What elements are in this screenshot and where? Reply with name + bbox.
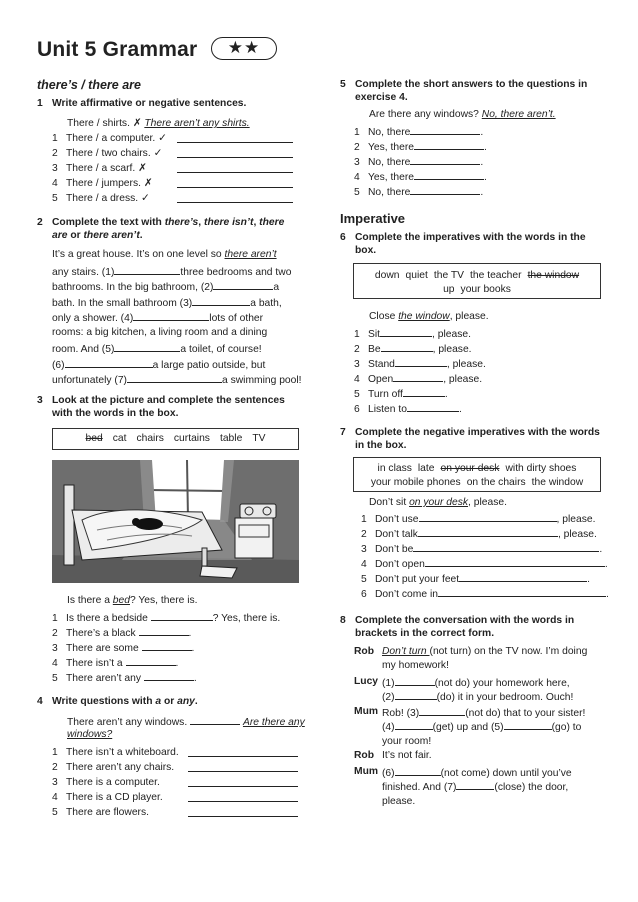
text: (not do) your homework here, bbox=[434, 678, 570, 689]
item-suffix: . bbox=[191, 643, 195, 654]
item-suffix: , please. bbox=[432, 329, 471, 340]
answer-blank[interactable] bbox=[188, 791, 298, 802]
answer-blank[interactable] bbox=[380, 326, 432, 337]
imperative-heading: Imperative bbox=[340, 211, 406, 226]
answer-blank[interactable] bbox=[413, 541, 599, 552]
box-word: chairs bbox=[136, 433, 164, 444]
conversation-line bbox=[382, 735, 431, 748]
box-word: table bbox=[219, 433, 243, 444]
item-prompt: Open bbox=[368, 374, 394, 385]
item-prompt: There / jumpers. bbox=[66, 178, 144, 189]
answer-blank[interactable] bbox=[504, 719, 552, 730]
item-number: 5 bbox=[52, 193, 58, 204]
ex7-item bbox=[361, 571, 590, 586]
ex1-item bbox=[52, 132, 167, 145]
instruction-keyword: there aren’t bbox=[83, 230, 140, 241]
mark: ✓ bbox=[140, 193, 150, 204]
ex5-instruction: 5 Complete the short answers to the questions in exercise 4. bbox=[340, 79, 588, 103]
item-number: 4 bbox=[354, 374, 360, 385]
answer-blank[interactable] bbox=[459, 571, 587, 582]
item-suffix: . bbox=[604, 559, 608, 570]
answer-blank[interactable] bbox=[414, 169, 484, 180]
item-number: 2 bbox=[354, 344, 360, 355]
ex5-item bbox=[354, 154, 483, 169]
ex1-item bbox=[52, 162, 147, 175]
item-number: 2 bbox=[361, 529, 367, 540]
text: lots of other bbox=[209, 313, 264, 324]
item-prompt: There are flowers. bbox=[66, 807, 149, 818]
box-word: the window bbox=[527, 270, 580, 281]
item-number: 5 bbox=[52, 807, 58, 818]
box-word: bed bbox=[85, 433, 103, 444]
ex2-text-line bbox=[52, 341, 298, 356]
text: three bedrooms and two bbox=[180, 266, 292, 278]
item-number: 5 bbox=[361, 574, 367, 585]
answer-blank[interactable] bbox=[151, 610, 213, 621]
text: (6) bbox=[382, 768, 395, 779]
mark: ✗ bbox=[138, 163, 147, 174]
item-suffix: . bbox=[458, 404, 462, 415]
item-suffix: . bbox=[480, 157, 484, 168]
ex6-item bbox=[354, 341, 472, 356]
text: rooms: a big kitchen, a living room and a dining bbox=[52, 326, 268, 338]
ex5-item bbox=[354, 184, 483, 199]
box-word: the teacher bbox=[470, 270, 522, 281]
answer-blank[interactable] bbox=[188, 806, 298, 817]
answer-blank[interactable] bbox=[395, 765, 441, 776]
ex5-item bbox=[354, 124, 483, 139]
item-prompt: There / a computer. bbox=[66, 133, 159, 144]
answer-blank[interactable] bbox=[177, 147, 293, 158]
item-prompt: Listen to bbox=[368, 404, 407, 415]
item-number: 4 bbox=[354, 172, 360, 183]
answer-blank[interactable] bbox=[419, 705, 465, 716]
item-suffix: , please. bbox=[557, 529, 597, 540]
item-number: 1 bbox=[354, 127, 360, 138]
item-prompt: There / a scarf. bbox=[66, 163, 139, 174]
answer-blank[interactable] bbox=[114, 264, 180, 275]
conversation-line bbox=[382, 675, 570, 690]
ex4-item bbox=[52, 761, 174, 774]
answer-blank[interactable] bbox=[213, 279, 273, 290]
item-suffix: . bbox=[188, 628, 192, 639]
speaker-name: Rob bbox=[354, 646, 375, 657]
instruction-text: Write questions with bbox=[52, 696, 156, 707]
item-suffix: . bbox=[193, 673, 197, 684]
answer-blank[interactable] bbox=[126, 655, 176, 666]
bedside-table-icon bbox=[235, 518, 273, 558]
speaker-name: Mum bbox=[354, 766, 379, 777]
item-number: 4 bbox=[52, 792, 58, 803]
item-suffix: . bbox=[484, 172, 487, 183]
text: (not turn) on the TV now. I’m doing bbox=[429, 646, 588, 657]
ex2-instruction: 2 Complete the text with there’s, there isn’t, there are or there aren’t. bbox=[37, 217, 285, 241]
item-prompt: There is a computer. bbox=[66, 777, 160, 788]
answer-blank[interactable] bbox=[393, 371, 443, 382]
instruction-text: , bbox=[253, 217, 260, 228]
item-suffix: . bbox=[175, 658, 179, 669]
item-number: 5 bbox=[354, 389, 360, 400]
item-prompt: Don’t use bbox=[375, 514, 419, 525]
item-number: 1 bbox=[52, 133, 58, 144]
item-number: 2 bbox=[52, 628, 58, 639]
answer-blank[interactable] bbox=[65, 357, 153, 368]
item-prompt: Is there a bedside bbox=[66, 613, 151, 624]
text: Rob! (3) bbox=[382, 708, 420, 719]
text: (4) bbox=[382, 722, 395, 733]
ex5-item bbox=[354, 139, 487, 154]
item-number: 3 bbox=[354, 359, 360, 370]
instruction-text: or bbox=[161, 696, 178, 707]
instruction-text: . bbox=[139, 230, 143, 241]
answer-blank[interactable] bbox=[188, 776, 298, 787]
item-number: 1 bbox=[52, 613, 58, 624]
item-number: 1 bbox=[361, 514, 367, 525]
text: (6) bbox=[52, 359, 65, 371]
item-prompt: Don’t talk bbox=[375, 529, 418, 540]
text: a swimming pool! bbox=[221, 375, 302, 386]
text: (do) it in your bedroom. Ouch! bbox=[436, 692, 574, 703]
item-suffix: , please. bbox=[446, 359, 486, 370]
text: room. And (5) bbox=[52, 344, 115, 355]
answer-blank[interactable] bbox=[142, 640, 192, 651]
text: (not come) down until you’ve bbox=[440, 768, 572, 779]
item-number: 3 bbox=[52, 777, 58, 788]
answer-blank[interactable] bbox=[381, 341, 433, 352]
answer-blank[interactable] bbox=[395, 356, 447, 367]
box-word: the TV bbox=[433, 270, 465, 281]
item-prompt: Yes, there bbox=[368, 142, 414, 153]
box-word: on the chairs bbox=[466, 477, 526, 488]
box-word: TV bbox=[252, 433, 266, 444]
mark: ✗ bbox=[143, 178, 153, 189]
ex2-text-line bbox=[52, 248, 298, 261]
text: (go) to bbox=[551, 722, 582, 733]
item-prompt: Don’t open bbox=[375, 559, 425, 570]
item-prompt: Don’t be bbox=[375, 544, 414, 555]
instruction-keyword: there bbox=[259, 217, 285, 228]
difficulty-stars: ★★ bbox=[211, 37, 277, 60]
ex8-instruction: 8 Complete the conversation with the words in brackets in the correct form. bbox=[340, 615, 575, 639]
ex2-text-line bbox=[52, 372, 302, 387]
answer-blank[interactable] bbox=[438, 586, 606, 597]
text: any stairs. (1) bbox=[52, 266, 115, 278]
box-word: in class bbox=[377, 463, 412, 474]
text: (1) bbox=[382, 678, 395, 689]
ex3-item bbox=[52, 625, 191, 640]
ex1-instruction: 1 Write affirmative or negative sentences. bbox=[37, 98, 247, 109]
ex6-instruction: 6 Complete the imperatives with the words in the box. bbox=[340, 232, 586, 256]
text: It’s not fair. bbox=[382, 750, 432, 761]
item-number: 4 bbox=[361, 559, 367, 570]
answer-blank[interactable] bbox=[395, 719, 433, 730]
item-prompt: Don’t put your feet bbox=[375, 574, 460, 585]
item-number: 1 bbox=[354, 329, 360, 340]
page-title: Unit 5 Grammar bbox=[37, 38, 198, 61]
item-prompt: There is a CD player. bbox=[66, 792, 163, 803]
text: unfortunately (7) bbox=[52, 375, 127, 386]
item-suffix: , please. bbox=[432, 344, 472, 355]
ex4-item bbox=[52, 746, 179, 759]
box-word: quiet bbox=[405, 270, 428, 281]
item-number: 2 bbox=[52, 762, 58, 773]
ex3-example: Is there a bed? Yes, there is. bbox=[67, 595, 198, 606]
text: a toilet, of course! bbox=[180, 344, 262, 355]
item-number: 2 bbox=[52, 148, 58, 159]
instruction-text: Complete the text with bbox=[52, 217, 165, 228]
box-word: the window bbox=[531, 477, 584, 488]
box-word: up bbox=[443, 284, 455, 295]
ex2-text-line bbox=[52, 357, 298, 372]
item-prompt: There isn’t a whiteboard. bbox=[66, 747, 179, 758]
item-prompt: No, there bbox=[368, 157, 411, 168]
ex7-example: Don’t sit on your desk, please. bbox=[369, 497, 507, 508]
answer-blank[interactable] bbox=[425, 556, 605, 567]
instruction-keyword: there isn’t bbox=[204, 217, 254, 228]
answer-blank[interactable] bbox=[414, 139, 484, 150]
text: (2) bbox=[382, 692, 395, 703]
text: a bath, bbox=[250, 297, 282, 309]
ex4-item bbox=[52, 806, 149, 819]
box-word: curtains bbox=[173, 433, 210, 444]
answer-blank[interactable] bbox=[188, 761, 298, 772]
item-number: 5 bbox=[52, 673, 58, 684]
item-number: 3 bbox=[52, 643, 58, 654]
box-word: on your desk bbox=[440, 463, 500, 474]
answer-blank[interactable] bbox=[456, 779, 494, 790]
ex5-item bbox=[354, 169, 487, 184]
text: please. bbox=[382, 796, 416, 807]
item-prompt: There isn’t a bbox=[66, 658, 126, 669]
item-prompt: Don’t come in bbox=[375, 589, 438, 600]
item-suffix: ? Yes, there is. bbox=[212, 613, 281, 624]
ex4-example: There aren’t any windows. Are there any bbox=[67, 714, 305, 729]
ex7-item bbox=[361, 556, 608, 571]
box-word: down bbox=[374, 270, 400, 281]
section-subhead: there’s / there are bbox=[37, 78, 141, 92]
text: a bbox=[273, 282, 280, 293]
answer-blank[interactable] bbox=[410, 154, 480, 165]
item-suffix: . bbox=[484, 142, 487, 153]
item-number: 5 bbox=[354, 187, 360, 198]
item-number: 4 bbox=[52, 178, 58, 189]
box-word: cat bbox=[112, 433, 127, 444]
answer-blank[interactable] bbox=[395, 689, 437, 700]
ex4-example-cont: windows? bbox=[67, 729, 113, 740]
ex2-text-line bbox=[52, 279, 298, 294]
item-suffix: , please. bbox=[443, 374, 483, 385]
ex2-text-line bbox=[52, 326, 298, 339]
item-suffix: . bbox=[444, 389, 448, 400]
mark: ✓ bbox=[153, 148, 163, 159]
ex7-item bbox=[361, 586, 609, 601]
ex1-item bbox=[52, 177, 152, 190]
text: a large patio outside, but bbox=[152, 359, 266, 371]
ex5-example: Are there any windows? No, there aren’t. bbox=[369, 109, 556, 120]
ex7-word-box bbox=[353, 457, 601, 492]
speaker-name: Rob bbox=[354, 750, 375, 761]
item-number: 3 bbox=[354, 157, 360, 168]
item-number: 1 bbox=[52, 747, 58, 758]
ex6-item bbox=[354, 371, 482, 386]
instruction-keyword: a bbox=[155, 696, 162, 707]
instruction-text: or bbox=[67, 230, 84, 241]
ex6-word-box bbox=[353, 263, 601, 299]
ex6-item bbox=[354, 386, 448, 401]
conversation-line bbox=[382, 765, 572, 780]
item-prompt: Yes, there bbox=[368, 172, 414, 183]
text: It’s a great house. It’s on one level so bbox=[52, 249, 225, 260]
answer-blank[interactable] bbox=[192, 295, 250, 306]
ex7-item bbox=[361, 541, 602, 556]
answer-blank[interactable] bbox=[177, 132, 293, 143]
item-suffix: . bbox=[480, 127, 484, 138]
answer-blank[interactable] bbox=[177, 192, 293, 203]
item-prompt: There are some bbox=[66, 643, 142, 654]
text: my homework! bbox=[382, 660, 449, 671]
box-word: late bbox=[417, 463, 435, 474]
text: (not do) that to your sister! bbox=[465, 708, 586, 719]
ex3-word-box bbox=[52, 428, 299, 450]
ex3-item bbox=[52, 670, 197, 685]
item-prompt: No, there bbox=[368, 187, 411, 198]
item-prompt: Turn off bbox=[368, 389, 403, 400]
text: (get) up and (5) bbox=[432, 722, 504, 733]
item-prompt: There / a dress. bbox=[66, 193, 141, 204]
item-prompt: There / two chairs. bbox=[66, 148, 154, 159]
conversation-line bbox=[382, 705, 585, 720]
answer-blank[interactable] bbox=[188, 746, 298, 757]
item-number: 3 bbox=[361, 544, 367, 555]
ex4-instruction: 4 Write questions with a or any. bbox=[37, 696, 198, 707]
ex1-item bbox=[52, 192, 150, 205]
bedroom-illustration bbox=[52, 460, 299, 583]
ex3-item bbox=[52, 610, 280, 625]
speaker-name: Lucy bbox=[354, 676, 379, 687]
text: your room! bbox=[382, 736, 432, 747]
item-prompt: There’s a black bbox=[66, 628, 139, 639]
answer-blank[interactable] bbox=[410, 184, 480, 195]
example-answer: there aren’t bbox=[224, 249, 277, 260]
ex4-item bbox=[52, 776, 160, 789]
ex1-item bbox=[52, 147, 162, 160]
instruction-keyword: are bbox=[52, 230, 68, 241]
item-suffix: . bbox=[587, 574, 591, 585]
conversation-line bbox=[382, 659, 449, 672]
conversation-line bbox=[382, 795, 415, 808]
answer-blank[interactable] bbox=[419, 511, 557, 522]
item-number: 2 bbox=[354, 142, 360, 153]
ex3-item bbox=[52, 655, 178, 670]
conversation-line bbox=[382, 645, 587, 658]
ex7-item bbox=[361, 526, 597, 541]
box-word: your mobile phones bbox=[370, 477, 461, 488]
text: only a shower. (4) bbox=[52, 313, 134, 324]
ex1-example: There / shirts. ✗ There aren’t any shirts. bbox=[67, 118, 250, 129]
conversation-line bbox=[382, 719, 581, 734]
ex3-instruction: 3 Look at the picture and complete the sentences with the words in the box. bbox=[37, 395, 285, 419]
ex2-text-line bbox=[52, 295, 298, 310]
item-prompt: Stand bbox=[368, 359, 395, 370]
text: finished. And (7) bbox=[382, 782, 457, 793]
mark: ✓ bbox=[158, 133, 167, 144]
answer-blank[interactable] bbox=[133, 310, 209, 321]
answer-blank[interactable] bbox=[139, 625, 189, 636]
item-prompt: Sit bbox=[368, 329, 381, 340]
text: bathrooms. In the big bathroom, (2) bbox=[52, 282, 214, 293]
ex6-item bbox=[354, 326, 471, 341]
item-prompt: Be bbox=[368, 344, 381, 355]
item-prompt: There aren’t any chairs. bbox=[66, 762, 175, 773]
instruction-text: . bbox=[194, 696, 198, 707]
answer-blank[interactable] bbox=[144, 670, 194, 681]
conversation-line bbox=[382, 689, 573, 704]
item-number: 3 bbox=[52, 163, 58, 174]
item-number: 6 bbox=[354, 404, 360, 415]
conversation-line bbox=[382, 749, 432, 762]
answer-blank[interactable] bbox=[177, 177, 293, 188]
ex3-item bbox=[52, 640, 194, 655]
ex7-instruction: 7 Complete the negative imperatives with the words in the box. bbox=[340, 427, 600, 451]
ex6-item bbox=[354, 401, 462, 416]
ex6-item bbox=[354, 356, 486, 371]
answer-blank[interactable] bbox=[410, 124, 480, 135]
instruction-keyword: there’s bbox=[164, 217, 199, 228]
text: bath. In the small bathroom (3) bbox=[52, 297, 193, 309]
answer-blank[interactable] bbox=[407, 401, 459, 412]
answer-blank[interactable] bbox=[418, 526, 558, 537]
item-suffix: . bbox=[605, 589, 609, 600]
instruction-keyword: any bbox=[177, 696, 195, 707]
answer-blank[interactable] bbox=[127, 372, 222, 383]
item-number: 6 bbox=[361, 589, 367, 600]
item-suffix: . bbox=[599, 544, 603, 555]
item-suffix: , please. bbox=[556, 514, 596, 525]
answer-blank[interactable] bbox=[114, 341, 180, 352]
item-number: 4 bbox=[52, 658, 58, 669]
box-word: with dirty shoes bbox=[505, 463, 577, 474]
ex7-item bbox=[361, 511, 595, 526]
item-prompt: No, there bbox=[368, 127, 411, 138]
box-word: your books bbox=[460, 284, 511, 295]
instruction-text: , bbox=[198, 217, 205, 228]
example-answer: Don’t turn bbox=[382, 646, 430, 657]
answer-blank[interactable] bbox=[395, 675, 435, 686]
item-prompt: There aren’t any bbox=[66, 673, 144, 684]
speaker-name: Mum bbox=[354, 706, 379, 717]
ex2-text-line bbox=[52, 310, 298, 325]
answer-blank[interactable] bbox=[177, 162, 293, 173]
conversation-line bbox=[382, 779, 568, 794]
text: (close) the door, bbox=[494, 782, 569, 793]
item-suffix: . bbox=[480, 187, 484, 198]
ex6-example: Close the window, please. bbox=[369, 311, 489, 322]
answer-blank[interactable] bbox=[403, 386, 445, 397]
ex4-item bbox=[52, 791, 163, 804]
ex2-text-line bbox=[52, 264, 298, 279]
